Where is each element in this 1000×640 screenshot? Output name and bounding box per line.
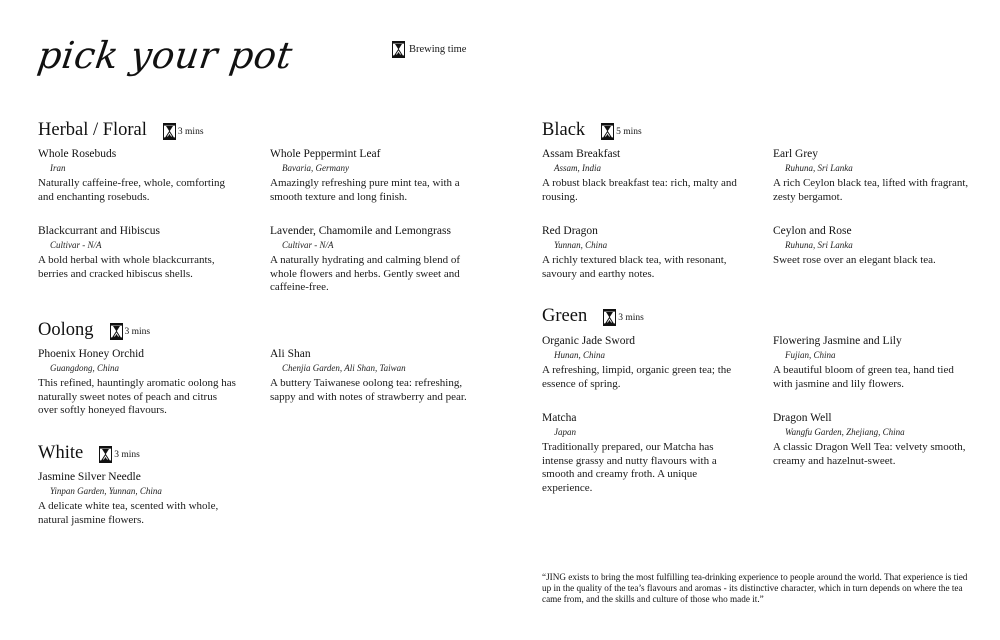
tea-name: Whole Rosebuds — [38, 148, 117, 160]
tea-description: A rich Ceylon black tea, lifted with fragrant, zesty bergamot. — [773, 177, 969, 203]
hourglass-icon — [163, 123, 176, 140]
tea-name: Matcha — [542, 412, 577, 424]
tea-name: Red Dragon — [542, 225, 598, 237]
brew-time-text: 3 mins — [114, 449, 140, 460]
tea-origin: Yinpan Garden, Yunnan, China — [50, 486, 162, 496]
tea-origin: Yunnan, China — [554, 240, 608, 250]
tea-item — [542, 224, 742, 281]
section-black — [542, 120, 642, 141]
tea-name: Phoenix Honey Orchid — [38, 348, 145, 360]
tea-origin: Ruhuna, Sri Lanka — [785, 240, 853, 250]
tea-name: Flowering Jasmine and Lily — [773, 335, 902, 347]
tea-description: A naturally hydrating and calming blend of whole flowers and herbs. Gently sweet and caffeine-free. — [270, 254, 461, 293]
legend-label: Brewing time — [409, 44, 467, 55]
tea-description: A classic Dragon Well Tea: velvety smooth, creamy and hazelnut-sweet. — [773, 441, 966, 467]
tea-origin: Cultivar - N/A — [50, 240, 102, 250]
tea-item — [270, 347, 470, 404]
tea-name: Dragon Well — [773, 412, 832, 424]
tea-origin: Guangdong, China — [50, 363, 120, 373]
tea-item — [38, 224, 238, 281]
tea-description: Naturally caffeine-free, whole, comforting and enchanting rosebuds. — [38, 177, 226, 203]
tea-name: Ali Shan — [270, 348, 311, 360]
section-green — [542, 306, 644, 327]
hourglass-icon — [392, 41, 405, 58]
tea-origin: Bavaria, Germany — [282, 163, 349, 173]
section-brew-time — [603, 307, 644, 326]
tea-name: Organic Jade Sword — [542, 335, 636, 347]
tea-item — [38, 347, 238, 418]
tea-name: Whole Peppermint Leaf — [270, 148, 381, 160]
tea-item — [773, 224, 973, 268]
hourglass-icon — [601, 123, 614, 140]
section-brew-time — [110, 321, 151, 340]
brewing-time-legend — [392, 41, 466, 58]
tea-item — [542, 334, 742, 391]
tea-origin: Ruhuna, Sri Lanka — [785, 163, 853, 173]
tea-item — [38, 147, 238, 204]
tea-origin: Wangfu Garden, Zhejiang, China — [785, 427, 905, 437]
tea-origin: Iran — [50, 163, 66, 173]
tea-description: A buttery Taiwanese oolong tea: refreshing, sappy and with notes of strawberry and pear. — [270, 377, 467, 403]
tea-origin: Fujian, China — [785, 350, 836, 360]
tea-item — [270, 147, 470, 204]
tea-name: Ceylon and Rose — [773, 225, 852, 237]
page-title: pick your pot — [34, 34, 296, 77]
hourglass-icon — [603, 309, 616, 326]
tea-name: Blackcurrant and Hibiscus — [38, 225, 160, 237]
tea-description: A richly textured black tea, with resonant, savoury and earthy notes. — [542, 254, 727, 280]
tea-description: This refined, hauntingly aromatic oolong has naturally sweet notes of peach and citrus over softly honeyed flavours. — [38, 377, 236, 416]
tea-description: Traditionally prepared, our Matcha has intense grassy and nutty flavours with a smooth and creamy froth. A unique experience. — [542, 441, 717, 494]
tea-description: A delicate white tea, scented with whole, natural jasmine flowers. — [38, 500, 219, 526]
brand-quote: “JING exists to bring the most fulfilling tea-drinking experience to people around the world. That experience is tied up in the quality of the tea’s flavours and aromas - its distinctive character, which in turn depends on where the tea came from, and the skills and culture of those who made it.” — [542, 572, 968, 605]
tea-origin: Cultivar - N/A — [282, 240, 334, 250]
brew-time-text: 3 mins — [177, 126, 204, 137]
tea-origin: Japan — [554, 427, 576, 437]
tea-description: A beautiful bloom of green tea, hand tied with jasmine and lily flowers. — [773, 364, 954, 390]
section-title: White — [38, 443, 84, 463]
section-title: Green — [542, 306, 588, 326]
tea-item — [542, 147, 742, 204]
tea-description: Sweet rose over an elegant black tea. — [773, 254, 936, 266]
tea-name: Earl Grey — [773, 148, 819, 160]
tea-item — [773, 147, 973, 204]
tea-description: A bold herbal with whole blackcurrants, berries and cracked hibiscus shells. — [38, 254, 215, 280]
tea-name: Lavender, Chamomile and Lemongrass — [270, 225, 451, 237]
section-brew-time — [601, 121, 642, 140]
section-brew-time — [163, 121, 204, 140]
tea-description: A robust black breakfast tea: rich, malty and rousing. — [542, 177, 737, 203]
hourglass-icon — [110, 323, 123, 340]
section-title: Black — [542, 120, 586, 140]
tea-name: Jasmine Silver Needle — [38, 471, 141, 483]
tea-item — [773, 411, 973, 468]
tea-description: A refreshing, limpid, organic green tea; the essence of spring. — [542, 364, 732, 390]
hourglass-icon — [99, 446, 112, 463]
tea-item — [270, 224, 470, 295]
section-title: Oolong — [38, 320, 94, 340]
tea-description: Amazingly refreshing pure mint tea, with a smooth texture and long finish. — [270, 177, 460, 203]
tea-origin: Assam, India — [554, 163, 601, 173]
tea-origin: Hunan, China — [554, 350, 606, 360]
brew-time-text: 3 mins — [124, 326, 151, 337]
tea-name: Assam Breakfast — [542, 148, 621, 160]
tea-origin: Chenjia Garden, Ali Shan, Taiwan — [282, 363, 406, 373]
section-brew-time — [99, 444, 140, 463]
brew-time-text: 5 mins — [616, 126, 642, 137]
section-herbal-floral — [38, 120, 204, 141]
section-oolong — [38, 320, 150, 341]
tea-item — [38, 470, 238, 527]
tea-item — [542, 411, 742, 495]
section-title: Herbal / Floral — [38, 120, 147, 140]
section-white — [38, 443, 140, 464]
tea-item — [773, 334, 973, 391]
brew-time-text: 3 mins — [618, 312, 644, 323]
